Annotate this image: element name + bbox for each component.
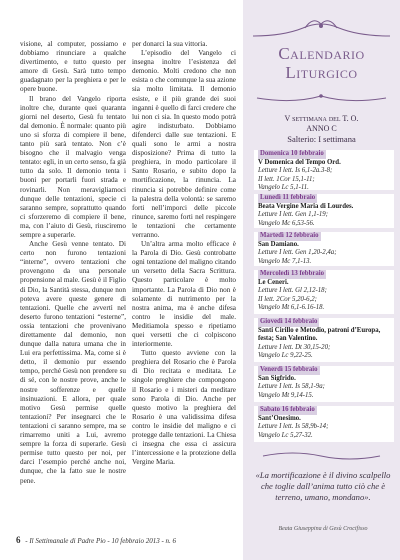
day-reading: Letture I lett. Is 6,1-2a.3-8; (258, 167, 333, 175)
ornament-divider-icon (243, 88, 400, 110)
paragraph: L’episodio del Vangelo ci insegna inoltre l’esistenza del demonio. Molti credono che non esista o che comunque la sua azione sia molto limitata. Il demonio esiste, e il più grande dei suoi inganni è quello di farci credere che lui non ci sia. In questo modo potrà agire indisturbato. Dobbiamo difenderci dalle sue tentazioni. E quali sono le armi a nostra disposizione? Prima di tutto la preghiera, in modo particolare il Santo Rosario, e subito dopo la mortificazione, la rinuncia. La rinuncia si potrebbe definire come la palestra della volontà: se saremo forti nell’imporci delle piccole rinunce, saremo forti nel respingere le tentazioni che certamente verranno. (132, 49, 236, 239)
day-reading: Vangelo Mc 7,1-13. (258, 257, 312, 265)
day-reading: II lett. 1Cor 15,1-11; (258, 175, 315, 183)
paragraph: visione, al computer, possiamo e dobbiamo rinunciare a qualche divertimento, e tutto questo per amore di Gesù. Sarà tutto tempo guadagnato per la preghiera e per le opere buone. (20, 40, 126, 94)
day-title: V Domenica del Tempo Ord. (258, 158, 341, 166)
calendar-title-line2: Liturgico (285, 63, 358, 82)
day-reading: Letture I lett. Gen 1,1-19; (258, 211, 328, 219)
day-title: Sant’Onesimo. (258, 414, 301, 422)
ornament-divider-icon (243, 448, 400, 464)
day-reading: Letture I lett. Gl 2,12-18; (258, 287, 327, 295)
calendar-title-line1: Calendario (278, 44, 365, 63)
day-title: Le Ceneri. (258, 278, 289, 286)
day-reading: Letture I lett. Dt 30,15-20; (258, 343, 331, 351)
day-reading: II lett. 2Cor 5,20-6,2; (258, 295, 317, 303)
article-column-right (132, 40, 236, 528)
day-reading: Vangelo Lc 5,1-11. (258, 184, 309, 192)
day-head: Lunedì 11 febbraio (260, 194, 316, 201)
calendar-day-sunday (254, 150, 394, 190)
day-reading: Vangelo Lc 5,27-32. (258, 431, 313, 439)
day-title: San Sigfrido. (258, 374, 296, 382)
paragraph: Anche Gesù venne tentato. Di certo non furono tentazioni “interne”, ovvero tentazioni che provengono da una personale propensione al male. Gesù è il Figlio di Dio, la Santità stessa, dunque non poteva avere queste genere di tentazioni. Quelle che avvertì nel deserto furono tentazioni “esterne”, ossia tentazioni che provenivano direttamente dal demonio, non dunque dalla natura umana che in Lui era perfettissima. Ma, come si è detto, il demonio pur essendo tempo, perché Gesù non prendere su di sé, con le nostre prove, anche le nostre sofferenze e quelle insinuazioni. E allora, per quale motivo Gesù permise quelle tentazioni? Per insegnarci che le tentazioni ci saranno sempre, ma se rimarremo uniti a Lui, avremo sempre la forza di superarle. Gesù permise tutto questo per noi, per darci l’esempio perché anche noi, dunque, che la fatto sue le nostre pene. (20, 240, 126, 485)
paragraph: Il brano del Vangelo riporta inoltre che, durante quei quaranta giorni nel deserto, Gesù fu tentato dal demonio. È normale: quanto più uno si sforza di compiere il bene, tanto più sarà tentato. Non c’è bisogno che il malvagio venga tentato: egli, in un certo senso, fa già tutto da solo. Il demonio tenta i buoni per portarli fuori strada e rovinarli. Non meravigliamoci dunque delle tentazioni, specie ci saranno sempre, soprattutto quando ci sforzeremo di compiere il bene, ma, con l’aiuto di Gesù, riusciremo sempre a superarle. (20, 94, 126, 239)
ornament-top-icon (243, 14, 400, 44)
liturgical-week (243, 114, 400, 144)
day-head: Giovedì 14 febbraio (260, 318, 318, 325)
calendar-day-saturday (254, 406, 394, 442)
calendar-title (243, 44, 400, 82)
day-reading: Letture I lett. Is 58,9b-14; (258, 423, 329, 431)
calendar-day-tuesday (254, 232, 394, 266)
day-reading: Vangelo Lc 9,22-25. (258, 352, 313, 360)
calendar-day-monday (254, 194, 394, 228)
day-reading: Vangelo Mt 9,14-15. (258, 391, 314, 399)
day-head: Sabato 16 febbraio (260, 406, 315, 413)
paragraph: Tutto questo avviene con la preghiera del Rosario che è Parola di Dio recitata e meditata. Le singole preghiere che compongono il Rosario e i misteri da meditare sono Parola di Dio. Anche per questo motivo la preghiera del Rosario è una validissima difesa contro le insidie del maligno e ci protegge dalle tentazioni. La Chiesa ci insegna che essa ci assicura l’intercessione e la protezione della Vergine Maria. (132, 349, 236, 467)
day-title: Santi Cirillo e Metodio, patroni d’Europa, festa; San Valentino. (258, 326, 381, 343)
page-footer (16, 535, 246, 545)
page-number: 6 (16, 535, 21, 545)
quote-text: «La mortificazione è il divino scalpello che toglie dall’anima tutto ciò che è terreno, umano, mondano». (255, 470, 391, 502)
paragraph: Un’altra arma molto efficace è la Parola di Dio. Gesù controbatte ogni tentazione del maligno citando un versetto della Sacra Scrittura. Questo particolare è molto importante. La Parola di Dio non è solamente di nutrimento per la nostra anima, ma è anche difesa contro le insidie del male. Meditiamola spesso e ripetiamo quei versetti che ci colpiscono interiormente. (132, 240, 236, 349)
year-label: ANNO C (306, 124, 337, 133)
day-reading: Letture I lett. Is 58,1-9a; (258, 383, 325, 391)
paragraph: per donarci la sua vittoria. (132, 40, 208, 48)
calendar-day-thursday (254, 318, 394, 362)
day-reading: Vangelo Mt 6,1-6.16-18. (258, 304, 325, 312)
calendar-day-friday (254, 366, 394, 402)
psalter-label: Salterio: I settimana (287, 134, 356, 144)
day-reading: Letture I lett. Gen 1,20-2,4a; (258, 249, 337, 257)
calendar-day-wednesday (254, 270, 394, 314)
day-head: Mercoledì 13 febbraio (260, 270, 325, 277)
day-reading: Vangelo Mc 6,53-56. (258, 219, 315, 227)
day-head: Domenica 10 febbraio (260, 150, 324, 157)
week-label: V settimana del T. O. (284, 114, 359, 123)
day-title: San Damiano. (258, 240, 299, 248)
footer-text: - Il Settimanale di Padre Pio - 10 febbraio 2013 - n. 6 (25, 537, 177, 545)
day-title: Beata Vergine Maria di Lourdes. (258, 202, 354, 210)
article-column-left (20, 40, 126, 528)
quote-author: Beata Giuseppina di Gesù Crocifisso (278, 526, 368, 532)
day-head: Martedì 12 febbraio (260, 232, 319, 239)
day-head: Venerdì 15 febbraio (260, 366, 318, 373)
